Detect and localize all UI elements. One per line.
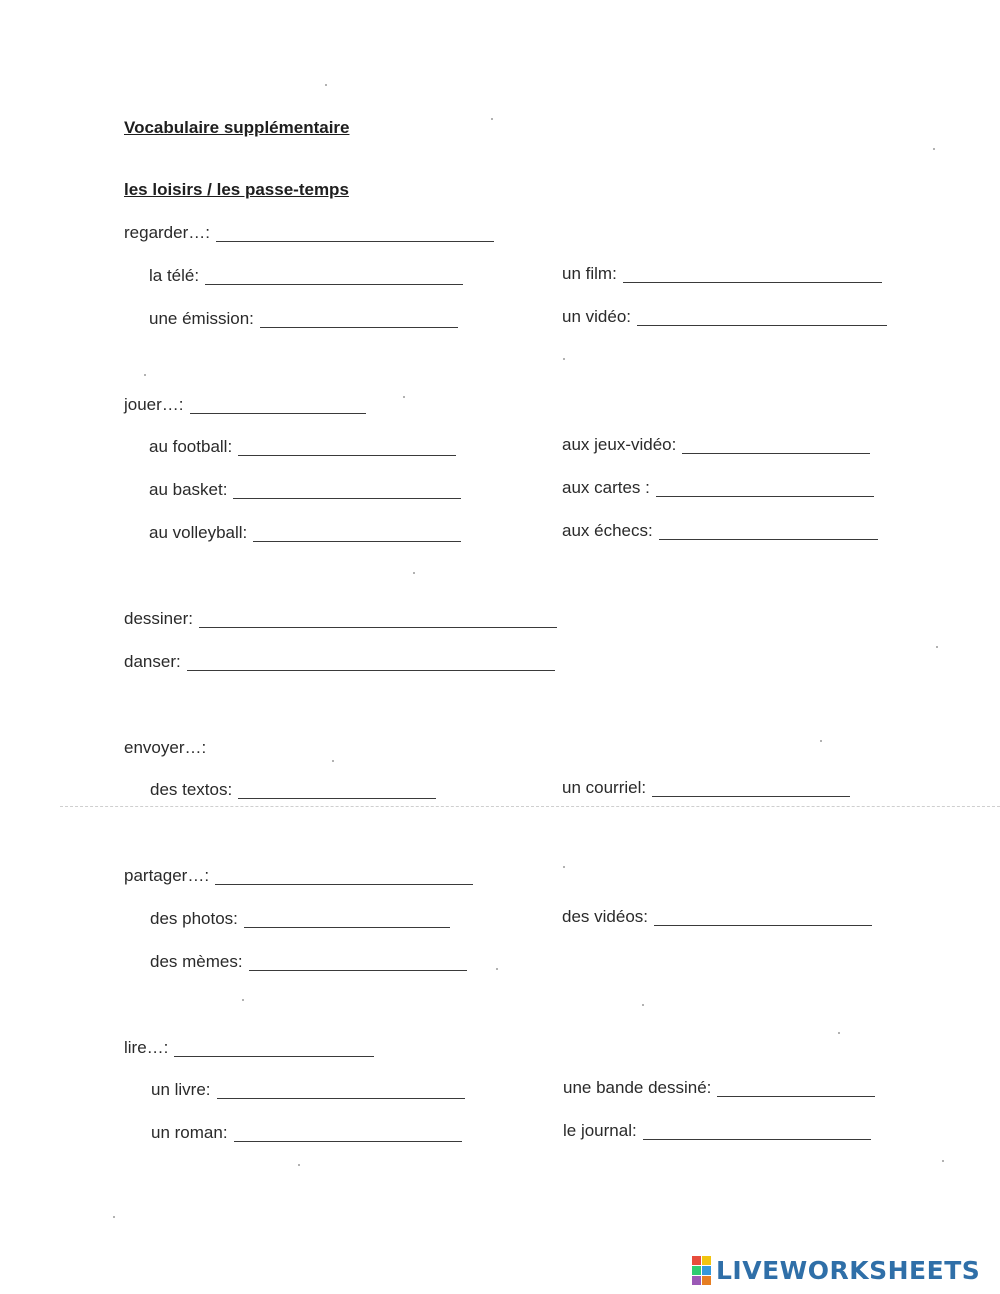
- answer-blank-la-tele[interactable]: [205, 284, 463, 285]
- answer-blank-aux-cartes[interactable]: [656, 496, 874, 497]
- answer-blank-un-livre[interactable]: [217, 1098, 465, 1099]
- answer-blank-jouer[interactable]: [190, 413, 366, 414]
- scan-speck: [496, 968, 498, 970]
- answer-blank-des-textos[interactable]: [238, 798, 436, 799]
- answer-blank-regarder[interactable]: [216, 241, 494, 242]
- scan-speck: [332, 760, 334, 762]
- scan-speck: [113, 1216, 115, 1218]
- row-un-film: [562, 264, 882, 284]
- scan-speck: [838, 1032, 840, 1034]
- scan-speck: [298, 1164, 300, 1166]
- row-partager: [124, 866, 473, 886]
- row-au-volleyball: [149, 523, 461, 543]
- scan-speck: [242, 999, 244, 1001]
- row-danser: [124, 652, 555, 672]
- row-une-emission: [149, 309, 458, 329]
- label-un-livre: un livre:: [151, 1080, 211, 1099]
- scan-speck: [325, 84, 327, 86]
- row-des-videos: [562, 907, 872, 927]
- logo-block: [692, 1276, 701, 1285]
- row-une-bande-dessine: [563, 1078, 875, 1098]
- answer-blank-un-film[interactable]: [623, 282, 882, 283]
- label-un-film: un film:: [562, 264, 617, 283]
- label-partager: partager…:: [124, 866, 210, 885]
- liveworksheets-logo-text: LIVEWORKSHEETS: [716, 1255, 981, 1285]
- label-une-emission: une émission:: [149, 309, 254, 328]
- row-un-courriel: [562, 778, 850, 798]
- label-envoyer: envoyer…:: [124, 738, 207, 757]
- answer-blank-dessiner[interactable]: [199, 627, 557, 628]
- scan-speck: [144, 374, 146, 376]
- liveworksheets-logo[interactable]: [692, 1255, 980, 1285]
- row-le-journal: [563, 1121, 871, 1141]
- scan-speck: [933, 148, 935, 150]
- scan-speck: [403, 396, 405, 398]
- row-aux-echecs: [562, 521, 878, 541]
- answer-blank-un-video[interactable]: [637, 325, 887, 326]
- scan-speck: [413, 572, 415, 574]
- answer-blank-des-videos[interactable]: [654, 925, 872, 926]
- scan-fold-line: [60, 806, 1000, 807]
- row-un-roman: [151, 1123, 462, 1143]
- row-jouer: [124, 395, 366, 415]
- row-des-memes: [150, 952, 467, 972]
- answer-blank-au-football[interactable]: [238, 455, 456, 456]
- label-aux-jeux-video: aux jeux-vidéo:: [562, 435, 677, 454]
- answer-blank-un-courriel[interactable]: [652, 796, 850, 797]
- logo-block: [702, 1266, 711, 1275]
- scan-speck: [936, 646, 938, 648]
- logo-block: [692, 1266, 701, 1275]
- label-le-journal: le journal:: [563, 1121, 637, 1140]
- answer-blank-une-emission[interactable]: [260, 327, 458, 328]
- answer-blank-lire[interactable]: [174, 1056, 374, 1057]
- row-aux-cartes: [562, 478, 874, 498]
- row-dessiner: [124, 609, 557, 629]
- section-subtitle: les loisirs / les passe-temps: [124, 180, 349, 199]
- answer-blank-un-roman[interactable]: [234, 1141, 462, 1142]
- row-des-textos: [150, 780, 436, 800]
- label-des-photos: des photos:: [150, 909, 238, 928]
- logo-block: [692, 1256, 701, 1265]
- row-la-tele: [149, 266, 463, 286]
- row-au-football: [149, 437, 456, 457]
- answer-blank-une-bande-dessine[interactable]: [717, 1096, 875, 1097]
- label-danser: danser:: [124, 652, 181, 671]
- logo-block: [702, 1256, 711, 1265]
- label-au-football: au football:: [149, 437, 233, 456]
- answer-blank-au-basket[interactable]: [233, 498, 461, 499]
- row-un-livre: [151, 1080, 465, 1100]
- answer-blank-au-volleyball[interactable]: [253, 541, 461, 542]
- row-au-basket: [149, 480, 461, 500]
- label-aux-cartes: aux cartes :: [562, 478, 650, 497]
- label-lire: lire…:: [124, 1038, 169, 1057]
- label-des-videos: des vidéos:: [562, 907, 648, 926]
- answer-blank-des-photos[interactable]: [244, 927, 450, 928]
- label-au-basket: au basket:: [149, 480, 228, 499]
- answer-blank-aux-jeux-video[interactable]: [682, 453, 870, 454]
- label-un-courriel: un courriel:: [562, 778, 647, 797]
- scan-speck: [942, 1160, 944, 1162]
- label-la-tele: la télé:: [149, 266, 200, 285]
- answer-blank-des-memes[interactable]: [249, 970, 467, 971]
- label-au-volleyball: au volleyball:: [149, 523, 248, 542]
- logo-block: [702, 1276, 711, 1285]
- row-aux-jeux-video: [562, 435, 870, 455]
- answer-blank-partager[interactable]: [215, 884, 473, 885]
- row-envoyer: [124, 738, 206, 758]
- label-des-memes: des mèmes:: [150, 952, 243, 971]
- label-des-textos: des textos:: [150, 780, 233, 799]
- label-dessiner: dessiner:: [124, 609, 193, 628]
- scan-speck: [563, 358, 565, 360]
- label-jouer: jouer…:: [124, 395, 184, 414]
- label-une-bande-dessine: une bande dessiné:: [563, 1078, 712, 1097]
- label-un-roman: un roman:: [151, 1123, 228, 1142]
- scan-speck: [491, 118, 493, 120]
- answer-blank-danser[interactable]: [187, 670, 555, 671]
- label-regarder: regarder…:: [124, 223, 210, 242]
- row-lire: [124, 1038, 374, 1058]
- row-un-video: [562, 307, 887, 327]
- label-aux-echecs: aux échecs:: [562, 521, 653, 540]
- answer-blank-le-journal[interactable]: [643, 1139, 871, 1140]
- liveworksheets-logo-icon: [692, 1256, 711, 1285]
- scan-speck: [820, 740, 822, 742]
- label-un-video: un vidéo:: [562, 307, 631, 326]
- scan-speck: [642, 1004, 644, 1006]
- scan-speck: [563, 866, 565, 868]
- row-regarder: [124, 223, 494, 243]
- row-des-photos: [150, 909, 450, 929]
- worksheet-title: Vocabulaire supplémentaire: [124, 118, 350, 137]
- answer-blank-aux-echecs[interactable]: [659, 539, 878, 540]
